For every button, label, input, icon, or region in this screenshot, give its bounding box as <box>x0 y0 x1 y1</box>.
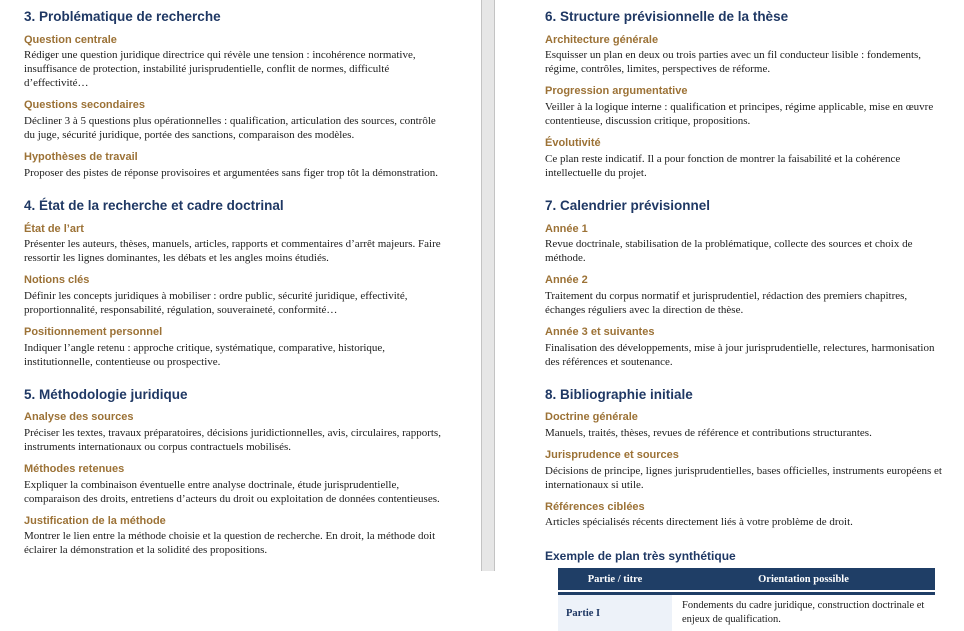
page-gutter <box>481 0 495 571</box>
subsection-label: Méthodes retenues <box>24 463 125 476</box>
subsection-label: Justification de la méthode <box>24 514 166 527</box>
subsection-label: État de l’art <box>24 222 84 235</box>
section-heading: 3. Problématique de recherche <box>24 9 221 24</box>
subsection-label: Analyse des sources <box>24 411 134 424</box>
paragraph: Décisions de principe, lignes jurisprudentielles, bases officielles, instruments européens et internationaux si utile. <box>545 464 942 491</box>
table-header-cell: Orientation possible <box>758 573 849 585</box>
paragraph: Finalisation des développements, mise à jour jurisprudentielle, relectures, harmonisation des références et soutenance. <box>545 341 935 368</box>
table-cell-orientation: Fondements du cadre juridique, construction doctrinale et enjeux de qualification. <box>682 600 925 626</box>
paragraph: Montrer le lien entre la méthode choisie et la question de recherche. En droit, la méthode doit éclairer la démonstration et la solidité des propositions. <box>24 530 436 557</box>
section-heading: 6. Structure prévisionnelle de la thèse <box>545 9 789 24</box>
paragraph: Esquisser un plan en deux ou trois parties avec un fil conducteur lisible : fondements, régime, contrôles, limites, perspectives de réforme. <box>545 49 922 76</box>
paragraph: Rédiger une question juridique directrice qui révèle une tension : incohérence normative, insuffisance de protection, instabilité jurisprudentielle, conflit de normes, difficulté d’effectivité… <box>24 49 416 90</box>
paragraph: Manuels, traités, thèses, revues de référence et contributions structurantes. <box>545 427 872 440</box>
table-header-row <box>558 568 935 590</box>
section-heading: 7. Calendrier prévisionnel <box>545 197 711 213</box>
paragraph: Ce plan reste indicatif. Il a pour fonction de montrer la faisabilité et la cohérence intellectuelle du projet. <box>545 152 901 179</box>
plan-table <box>558 568 935 631</box>
section-heading: 5. Méthodologie juridique <box>24 386 188 402</box>
table-header-cell: Partie / titre <box>587 573 643 585</box>
paragraph: Définir les concepts juridiques à mobiliser : ordre public, sécurité juridique, effectivité, proportionnalité, responsabilité, régulation, souveraineté, conformité… <box>24 289 408 316</box>
subsection-label: Questions secondaires <box>24 99 146 112</box>
section-heading: 8. Bibliographie initiale <box>545 386 693 402</box>
subsection-label: Année 2 <box>545 274 588 287</box>
paragraph: Traitement du corpus normatif et jurisprudentiel, rédaction des premiers chapitres, échanges réguliers avec la direction de thèse. <box>545 289 908 316</box>
table-cell-part: Partie I <box>558 595 672 631</box>
subsection-label: Évolutivité <box>545 137 601 150</box>
paragraph: Articles spécialisés récents directement liés à votre problème de droit. <box>545 516 853 529</box>
subsection-label: Références ciblées <box>545 500 645 513</box>
subsection-label: Progression argumentative <box>545 85 688 98</box>
paragraph: Expliquer la combinaison éventuelle entre analyse doctrinale, étude jurisprudentielle, comparaison des droits, entretiens d’acteurs du droit ou exploitation de données contentieuses. <box>24 478 440 505</box>
section-heading: 4. État de la recherche et cadre doctrinal <box>24 197 284 213</box>
paragraph: Revue doctrinale, stabilisation de la problématique, collecte des sources et choix de méthode. <box>545 238 913 265</box>
paragraph: Indiquer l’angle retenu : approche critique, systématique, comparative, historique, institutionnelle, contentieuse ou prospective. <box>24 341 386 368</box>
subsection-label: Hypothèses de travail <box>24 151 138 164</box>
subsection-label: Jurisprudence et sources <box>545 449 679 462</box>
subsection-label: Année 3 et suivantes <box>545 325 655 338</box>
subsection-label: Architecture générale <box>545 33 659 46</box>
subsection-label: Année 1 <box>545 222 588 235</box>
page-left <box>0 0 481 571</box>
subsection-label: Positionnement personnel <box>24 325 163 338</box>
paragraph: Veiller à la logique interne : qualification et principes, régime applicable, mise en œuvre contentieuse, discussion critique, propositions. <box>545 101 934 128</box>
paragraph: Préciser les textes, travaux préparatoires, décisions juridictionnelles, avis, circulaires, rapports, instruments internationaux ou corpus contractuels mobilisés. <box>24 427 441 454</box>
subsection-label: Notions clés <box>24 274 90 287</box>
subsection-label: Doctrine générale <box>545 411 638 424</box>
subsection-label: Question centrale <box>24 33 117 46</box>
table-row <box>558 595 935 631</box>
table-title: Exemple de plan très synthétique <box>545 549 736 564</box>
page-right <box>495 0 964 626</box>
paragraph: Présenter les auteurs, thèses, manuels, articles, rapports et commentaires d’arrêt majeurs. Faire ressortir les lignes dominantes, les débats et les angles moins étudiés. <box>24 238 441 265</box>
paragraph: Proposer des pistes de réponse provisoires et argumentées sans figer trop tôt la démonstration. <box>24 166 439 179</box>
paragraph: Décliner 3 à 5 questions plus opérationnelles : qualification, articulation des sources, contrôle du juge, sécurité juridique, portée des sanctions, comparaison des modèles. <box>24 115 436 142</box>
